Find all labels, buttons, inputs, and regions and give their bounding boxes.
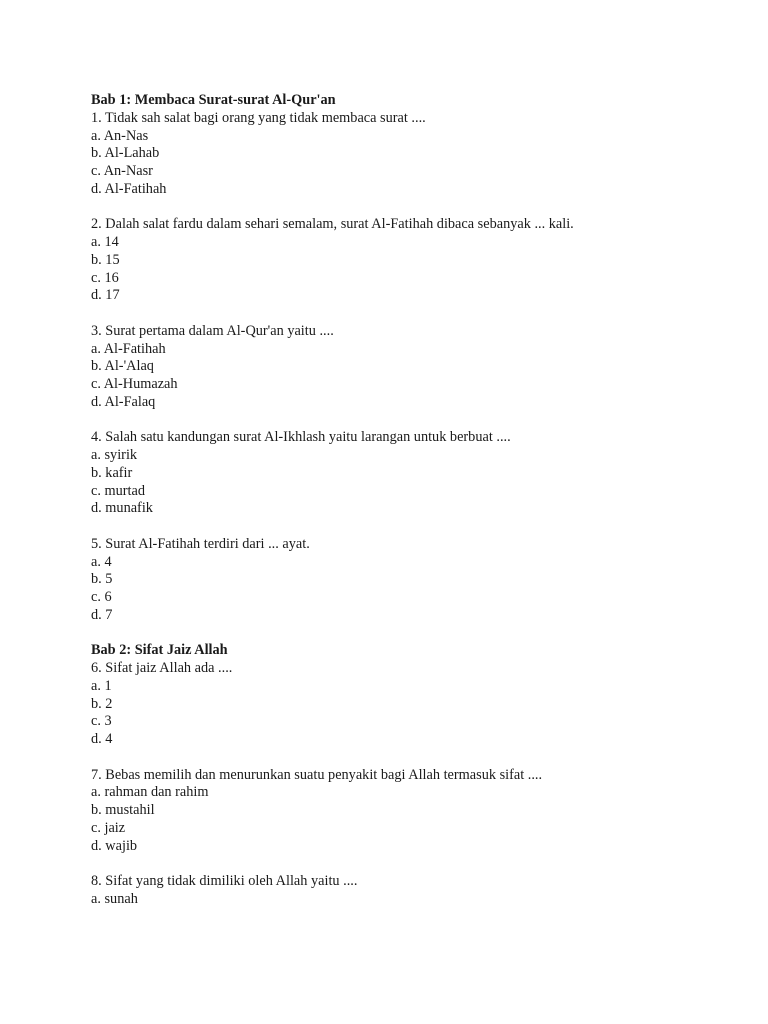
answer-option: c. An-Nasr <box>91 163 153 179</box>
question-spacer <box>91 199 731 217</box>
answer-option: c. jaiz <box>91 819 126 836</box>
answer-option: a. An-Nas <box>91 127 149 144</box>
answer-option: c. 16 <box>91 269 119 286</box>
answer-option: d. 17 <box>91 287 120 304</box>
question-text: 6. Sifat jaiz Allah ada .... <box>91 660 233 676</box>
answer-option: d. 7 <box>91 606 113 623</box>
answer-option: b. mustahil <box>91 802 155 818</box>
question-spacer <box>91 518 731 536</box>
worksheet-content <box>91 92 731 909</box>
question-text: 3. Surat pertama dalam Al-Qur'an yaitu .... <box>91 322 334 339</box>
question-spacer <box>91 625 731 643</box>
answer-option: b. Al-'Alaq <box>91 358 154 375</box>
answer-option: a. syirik <box>91 447 138 463</box>
answer-option: a. rahman dan rahim <box>91 784 209 801</box>
answer-option: a. 4 <box>91 553 112 570</box>
section-heading: Bab 2: Sifat Jaiz Allah <box>91 642 228 659</box>
answer-option: d. Al-Fatihah <box>91 180 167 197</box>
question-spacer <box>91 855 731 873</box>
question-text: 5. Surat Al-Fatihah terdiri dari ... ayat. <box>91 535 310 552</box>
answer-option: d. munafik <box>91 500 153 517</box>
answer-option: b. Al-Lahab <box>91 145 160 162</box>
question-text: 2. Dalah salat fardu dalam sehari semalam, surat Al-Fatihah dibaca sebanyak ... kali. <box>91 216 574 233</box>
answer-option: d. Al-Falaq <box>91 393 156 410</box>
question-text: 8. Sifat yang tidak dimiliki oleh Allah yaitu .... <box>91 873 358 889</box>
answer-option: c. 6 <box>91 589 112 605</box>
answer-option: d. wajib <box>91 837 138 854</box>
answer-option: c. Al-Humazah <box>91 376 178 392</box>
answer-option: c. murtad <box>91 482 145 499</box>
answer-option: b. kafir <box>91 464 133 481</box>
answer-option: a. sunah <box>91 890 138 907</box>
answer-option: b. 15 <box>91 251 120 268</box>
question-text: 7. Bebas memilih dan menurunkan suatu penyakit bagi Allah termasuk sifat .... <box>91 766 543 783</box>
question-spacer <box>91 412 731 430</box>
answer-option: b. 2 <box>91 695 113 712</box>
question-spacer <box>91 749 731 767</box>
answer-option: a. Al-Fatihah <box>91 340 166 357</box>
answer-option: a. 14 <box>91 234 119 250</box>
question-text: 4. Salah satu kandungan surat Al-Ikhlash yaitu larangan untuk berbuat .... <box>91 429 511 446</box>
answer-option: d. 4 <box>91 731 113 747</box>
section-heading: Bab 1: Membaca Surat-surat Al-Qur'an <box>91 92 336 108</box>
answer-option: c. 3 <box>91 713 112 730</box>
question-spacer <box>91 305 731 323</box>
answer-option: b. 5 <box>91 571 113 588</box>
question-text: 1. Tidak sah salat bagi orang yang tidak membaca surat .... <box>91 109 426 126</box>
answer-option: a. 1 <box>91 677 112 694</box>
